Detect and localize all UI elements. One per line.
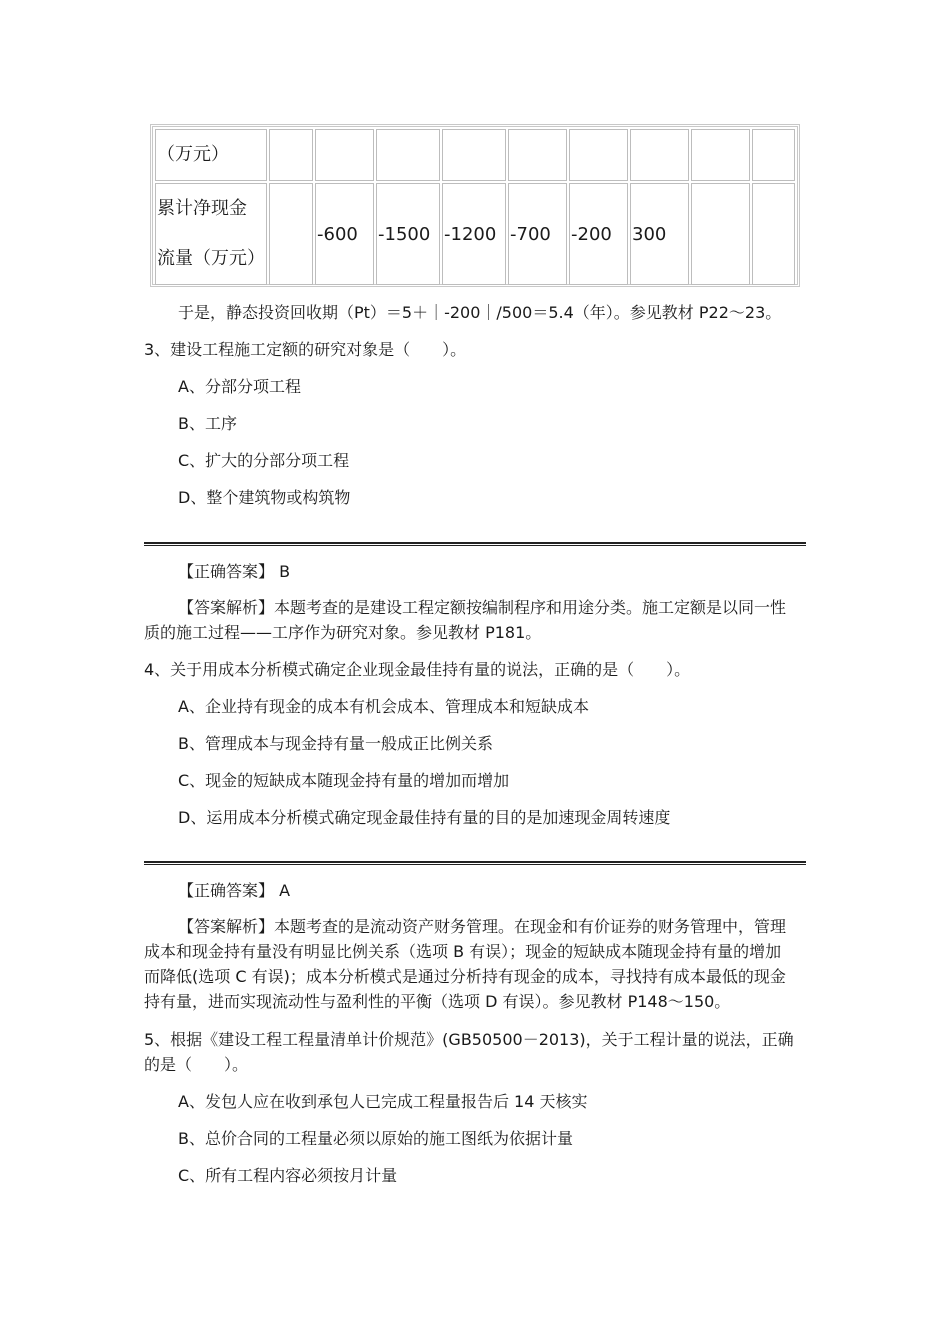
q3-stem: 3、建设工程施工定额的研究对象是（ ）。 [144, 340, 467, 359]
q4-analysis-line: 持有量，进而实现流动性与盈利性的平衡（选项 D 有误）。参见教材 P148～150。 [144, 992, 731, 1011]
table-cell: -1500 [376, 183, 440, 285]
q4-option-c: C、现金的短缺成本随现金持有量的增加而增加 [178, 771, 510, 790]
table-cell [752, 129, 795, 181]
q4-option-a: A、企业持有现金的成本有机会成本、管理成本和短缺成本 [178, 697, 589, 716]
table-cell [269, 129, 313, 181]
table-cell [691, 183, 750, 285]
table-cell [376, 129, 440, 181]
q3-analysis-line: 【答案解析】本题考查的是建设工程定额按编制程序和用途分类。施工定额是以同一性 [178, 598, 787, 617]
table-cell [752, 183, 795, 285]
q4-option-d: D、运用成本分析模式确定现金最佳持有量的目的是加速现金周转速度 [178, 808, 671, 827]
table-cell: 300 [630, 183, 689, 285]
table-cell [269, 183, 313, 285]
table-cell [442, 129, 506, 181]
table-row-label [155, 183, 267, 285]
table-cell [630, 129, 689, 181]
table-cell [569, 129, 628, 181]
table-row-label-line: 流量（万元） [157, 248, 265, 269]
q4-analysis-line: 成本和现金持有量没有明显比例关系（选项 B 有误）；现金的短缺成本随现金持有量的增加 [144, 942, 782, 961]
table-row [155, 183, 795, 285]
table-cell: -1200 [442, 183, 506, 285]
q5-option-c: C、所有工程内容必须按月计量 [178, 1166, 398, 1185]
table-row-label: （万元） [155, 129, 267, 181]
q4-analysis-line: 而降低(选项 C 有误)；成本分析模式是通过分析持有现金的成本，寻找持有成本最低的现金 [144, 967, 786, 986]
q2-conclusion: 于是，静态投资回收期（Pt）＝5＋｜-200｜/500＝5.4（年）。参见教材 P22～23。 [178, 303, 782, 322]
q4-answer: 【正确答案】 A [178, 881, 291, 900]
table-cell [691, 129, 750, 181]
q4-option-b: B、管理成本与现金持有量一般成正比例关系 [178, 734, 493, 753]
table-cell: -200 [569, 183, 628, 285]
q3-option-a: A、分部分项工程 [178, 377, 301, 396]
q3-answer: 【正确答案】 B [178, 562, 291, 581]
q5-stem-line: 的是（ ）。 [144, 1055, 249, 1074]
q5-option-a: A、发包人应在收到承包人已完成工程量报告后 14 天核实 [178, 1092, 588, 1111]
q4-analysis-line: 【答案解析】本题考查的是流动资产财务管理。在现金和有价证券的财务管理中，管理 [178, 917, 787, 936]
q3-analysis-line: 质的施工过程——工序作为研究对象。参见教材 P181。 [144, 623, 542, 642]
q5-stem-line: 5、根据《建设工程工程量清单计价规范》(GB50500－2013)，关于工程计量的说法，正确 [144, 1030, 794, 1049]
q3-option-c: C、扩大的分部分项工程 [178, 451, 350, 470]
cash-flow-table [150, 124, 800, 287]
table-cell [315, 129, 374, 181]
q3-option-d: D、整个建筑物或构筑物 [178, 488, 351, 507]
q3-option-b: B、工序 [178, 414, 237, 433]
q5-option-b: B、总价合同的工程量必须以原始的施工图纸为依据计量 [178, 1129, 573, 1148]
q4-stem: 4、关于用成本分析模式确定企业现金最佳持有量的说法，正确的是（ ）。 [144, 660, 691, 679]
section-divider [144, 861, 806, 865]
table-cell: -600 [315, 183, 374, 285]
table-cell: -700 [508, 183, 567, 285]
section-divider [144, 542, 806, 546]
table-row [155, 129, 795, 181]
table-row-label-line: 累计净现金 [157, 198, 247, 219]
table-cell [508, 129, 567, 181]
